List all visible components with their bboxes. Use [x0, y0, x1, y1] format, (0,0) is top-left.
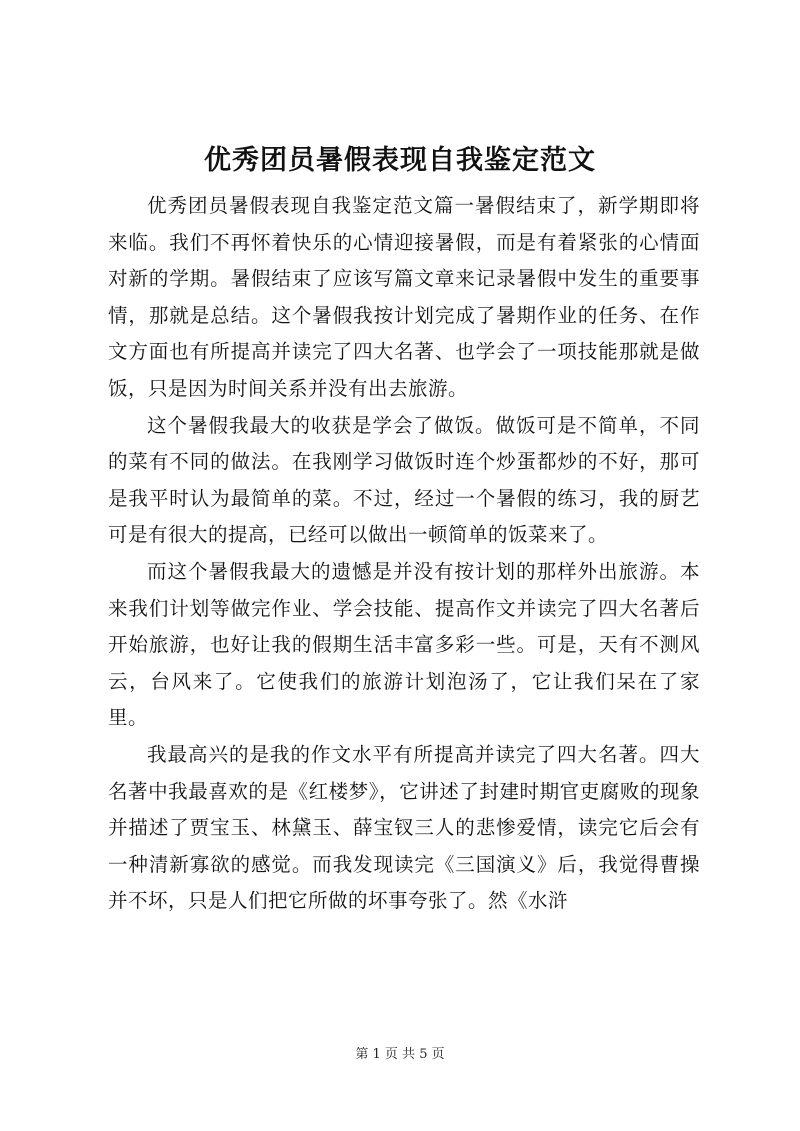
document-body	[108, 188, 700, 920]
paragraph-1: 优秀团员暑假表现自我鉴定范文篇一暑假结束了，新学期即将来临。我们不再怀着快乐的心情迎接暑假，而是有着紧张的心情面对新的学期。暑假结束了应该写篇文章来记录暑假中发生的重要事情，那就是总结。这个暑假我按计划完成了暑期作业的任务、在作文方面也有所提高并读完了四大名著、也学会了一项技能那就是做饭，只是因为时间关系并没有出去旅游。	[108, 194, 700, 400]
document-title: 优秀团员暑假表现自我鉴定范文	[204, 145, 596, 176]
paragraph-2: 这个暑假我最大的收获是学会了做饭。做饭可是不简单，不同的菜有不同的做法。在我刚学习做饭时连个炒蛋都炒的不好，那可是我平时认为最简单的菜。不过，经过一个暑假的练习，我的厨艺可是有很大的提高，已经可以做出一顿简单的饭菜来了。	[108, 413, 700, 547]
page-footer: 第 1 页 共 5 页	[355, 1047, 445, 1062]
paragraph-4: 我最高兴的是我的作文水平有所提高并读完了四大名著。四大名著中我最喜欢的是《红楼梦》，它讲述了封建时期官吏腐败的现象并描述了贾宝玉、林黛玉、薛宝钗三人的悲惨爱情，读完它后会有一种清新寡欲的感觉。而我发现读完《三国演义》后，我觉得曹操并不坏，只是人们把它所做的坏事夸张了。然《水浒	[108, 742, 700, 913]
paragraph-3: 而这个暑假我最大的遗憾是并没有按计划的那样外出旅游。本来我们计划等做完作业、学会技能、提高作文并读完了四大名著后开始旅游，也好让我的假期生活丰富多彩一些。可是，天有不测风云，台风来了。它使我们的旅游计划泡汤了，它让我们呆在了家里。	[108, 559, 700, 730]
